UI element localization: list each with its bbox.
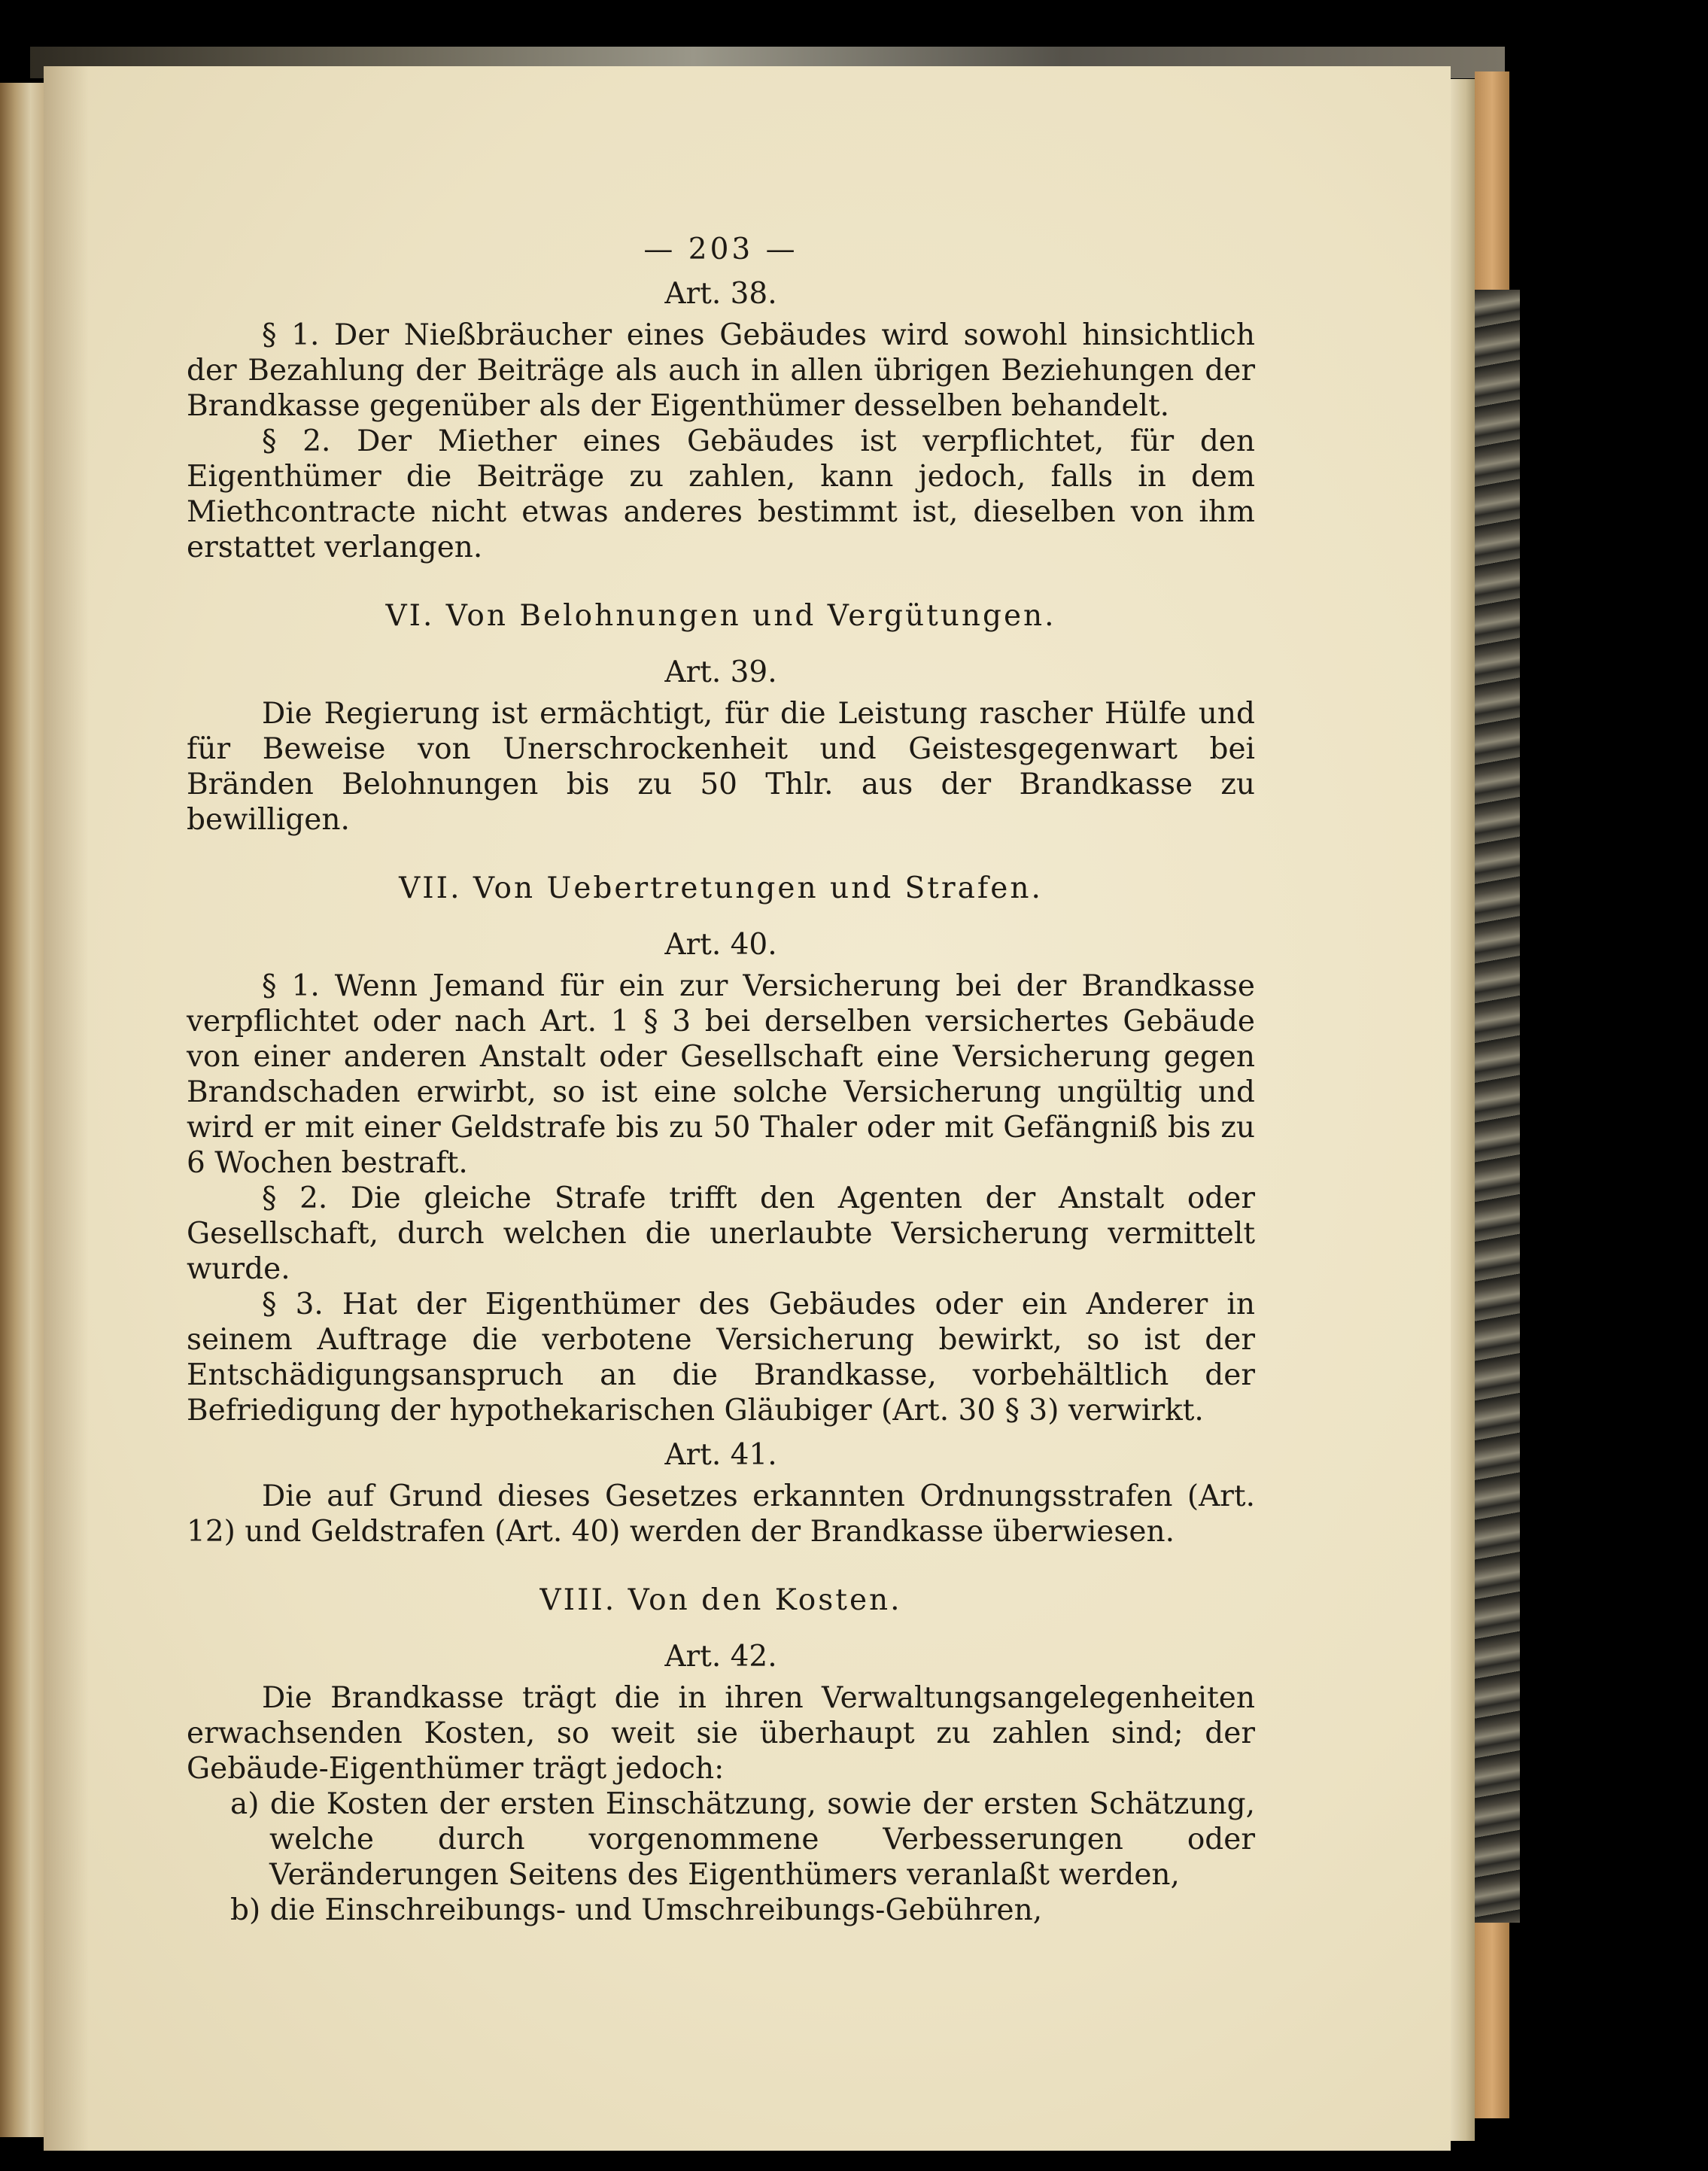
list-item: a) die Kosten der ersten Einschätzung, sowie der ersten Schätzung, welche durch vorgenommene Verbesserungen oder Veränderungen Seitens des Eigenthümers veranlaßt werden, xyxy=(230,1787,1255,1892)
article-heading: Art. 38. xyxy=(664,277,777,311)
paragraph: § 2. Die gleiche Strafe trifft den Agenten der Anstalt oder Gesellschaft, durch welchen die unerlaubte Versicherung vermittelt wurde. xyxy=(187,1181,1255,1286)
section-heading: VIII. Von den Kosten. xyxy=(539,1583,902,1617)
article-heading: Art. 41. xyxy=(664,1438,777,1472)
article-heading: Art. 42. xyxy=(664,1640,777,1674)
page-number: — 203 — xyxy=(643,233,798,266)
left-page-edge xyxy=(0,83,44,2137)
book-page xyxy=(44,66,1451,2151)
section-heading: VI. Von Belohnungen und Vergütungen. xyxy=(385,599,1056,633)
gutter-shadow xyxy=(44,66,89,2151)
page-text xyxy=(187,232,1255,1928)
list-item: b) die Einschreibungs- und Umschreibungs-Gebühren, xyxy=(230,1893,1043,1927)
text-blocks xyxy=(187,276,1255,1928)
paragraph: § 3. Hat der Eigenthümer des Gebäudes oder ein Anderer in seinem Auftrage die verbotene Versicherung bewirkt, so ist der Entschädigungsanspruch an die Brandkasse, vorbehältlich der Befriedigung der hypothekarischen Gläubiger (Art. 30 § 3) verwirkt. xyxy=(187,1288,1255,1428)
article-heading: Art. 40. xyxy=(664,928,777,962)
paragraph: Die Regierung ist ermächtigt, für die Leistung rascher Hülfe und für Beweise von Unerschrockenheit und Geistesgegenwart bei Bränden Belohnungen bis zu 50 Thlr. aus der Brandkasse zu bewilligen. xyxy=(187,697,1255,837)
section-heading: VII. Von Uebertretungen und Strafen. xyxy=(399,871,1043,905)
paragraph: Die Brandkasse trägt die in ihren Verwaltungsangelegenheiten erwachsenden Kosten, so weit sie überhaupt zu zahlen sind; der Gebäude-Eigenthümer trägt jedoch: xyxy=(187,1681,1255,1786)
paragraph: Die auf Grund dieses Gesetzes erkannten Ordnungsstrafen (Art. 12) und Geldstrafen (Art. 40) werden der Brandkasse überwiesen. xyxy=(187,1479,1255,1549)
paragraph: § 1. Der Nießbräucher eines Gebäudes wird sowohl hinsichtlich der Bezahlung der Beiträge als auch in allen übrigen Beziehungen der Brandkasse gegenüber als der Eigenthümer desselben behandelt. xyxy=(187,318,1255,423)
paragraph: § 2. Der Miether eines Gebäudes ist verpflichtet, für den Eigenthümer die Beiträge zu zahlen, kann jedoch, falls in dem Miethcontracte nicht etwas anderes bestimmt ist, dieselben von ihm erstattet verlangen. xyxy=(187,424,1255,564)
paragraph: § 1. Wenn Jemand für ein zur Versicherung bei der Brandkasse verpflichtet oder nach Art. 1 § 3 bei derselben versichertes Gebäude von einer anderen Anstalt oder Gesellschaft eine Versicherung gegen Brandschaden erwirbt, so ist eine solche Versicherung ungültig und wird er mit einer Geldstrafe bis zu 50 Thaler oder mit Gefängniß bis zu 6 Wochen bestraft. xyxy=(187,969,1255,1180)
article-heading: Art. 39. xyxy=(664,655,777,689)
